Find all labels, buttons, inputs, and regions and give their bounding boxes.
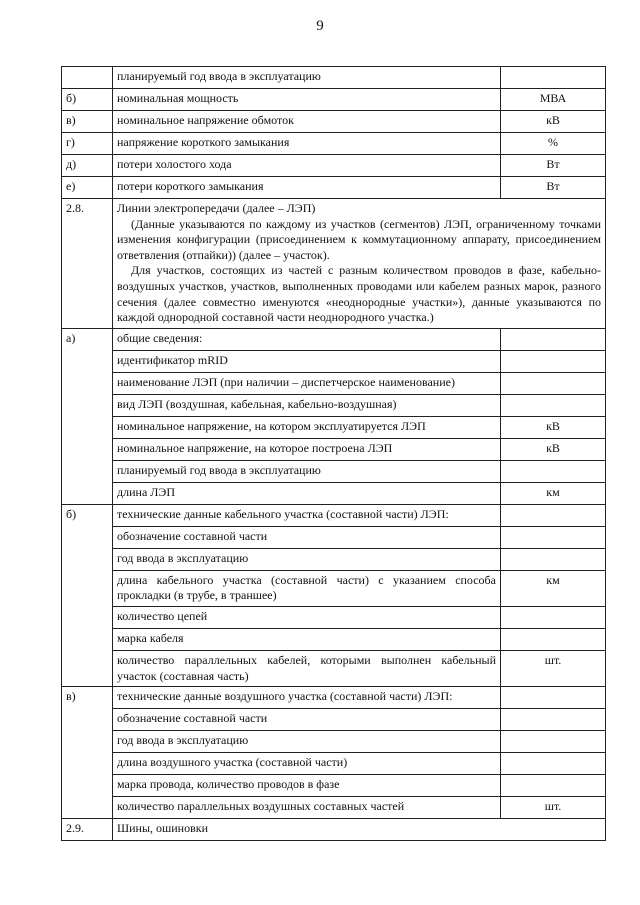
row-unit bbox=[501, 460, 606, 482]
row-text: обозначение составной части bbox=[113, 526, 501, 548]
row-unit bbox=[501, 775, 606, 797]
row-unit bbox=[501, 350, 606, 372]
row-text: длина кабельного участка (составной части) с указанием способа прокладки (в трубе, в траншее) bbox=[113, 570, 501, 606]
row-unit bbox=[501, 394, 606, 416]
table-row bbox=[62, 606, 606, 628]
section-description bbox=[113, 199, 606, 329]
row-text: номинальная мощность bbox=[113, 89, 501, 111]
group-number: в) bbox=[62, 687, 113, 819]
row-unit bbox=[501, 753, 606, 775]
table-row bbox=[62, 89, 606, 111]
row-text: количество цепей bbox=[113, 606, 501, 628]
row-unit: Вт bbox=[501, 155, 606, 177]
row-number: д) bbox=[62, 155, 113, 177]
row-unit bbox=[501, 67, 606, 89]
row-text: длина воздушного участка (составной части) bbox=[113, 753, 501, 775]
row-unit: МВА bbox=[501, 89, 606, 111]
row-text: потери короткого замыкания bbox=[113, 177, 501, 199]
row-text: наименование ЛЭП (при наличии – диспетчерское наименование) bbox=[113, 372, 501, 394]
table-row bbox=[62, 67, 606, 89]
row-text: год ввода в эксплуатацию bbox=[113, 731, 501, 753]
row-text: идентификатор mRID bbox=[113, 350, 501, 372]
row-text: потери холостого хода bbox=[113, 155, 501, 177]
table-row bbox=[62, 709, 606, 731]
row-number bbox=[62, 67, 113, 89]
table-row bbox=[62, 328, 606, 350]
table-row bbox=[62, 394, 606, 416]
section-row-2-8 bbox=[62, 199, 606, 329]
table-row bbox=[62, 416, 606, 438]
table-row bbox=[62, 797, 606, 819]
table-row bbox=[62, 650, 606, 686]
row-text: количество параллельных кабелей, которыми выполнен кабельный участок (составная часть) bbox=[113, 650, 501, 686]
row-text: технические данные кабельного участка (составной части) ЛЭП: bbox=[113, 504, 501, 526]
page-number: 9 bbox=[316, 18, 324, 34]
row-unit bbox=[501, 606, 606, 628]
table-row bbox=[62, 628, 606, 650]
row-number: е) bbox=[62, 177, 113, 199]
section-number: 2.8. bbox=[62, 199, 113, 329]
row-unit: км bbox=[501, 570, 606, 606]
row-unit: кВ bbox=[501, 111, 606, 133]
table-row bbox=[62, 482, 606, 504]
table-row bbox=[62, 133, 606, 155]
section-row-2-9 bbox=[62, 819, 606, 841]
row-unit bbox=[501, 328, 606, 350]
row-text: марка кабеля bbox=[113, 628, 501, 650]
row-unit: шт. bbox=[501, 650, 606, 686]
row-text: напряжение короткого замыкания bbox=[113, 133, 501, 155]
row-number: б) bbox=[62, 89, 113, 111]
table-row bbox=[62, 687, 606, 709]
table-row bbox=[62, 372, 606, 394]
table-row bbox=[62, 177, 606, 199]
section-note-1: (Данные указываются по каждому из участков (сегментов) ЛЭП, ограниченному точками изменения конфигурации (присоединением к коммутационному аппарату, присоединением ответвления (отпайки)) (далее – участок). bbox=[117, 216, 601, 262]
group-number: а) bbox=[62, 328, 113, 504]
row-text: длина ЛЭП bbox=[113, 482, 501, 504]
table-row bbox=[62, 438, 606, 460]
row-text: количество параллельных воздушных составных частей bbox=[113, 797, 501, 819]
table-row bbox=[62, 570, 606, 606]
row-text: технические данные воздушного участка (составной части) ЛЭП: bbox=[113, 687, 501, 709]
row-text: номинальное напряжение, на котором эксплуатируется ЛЭП bbox=[113, 416, 501, 438]
row-text: общие сведения: bbox=[113, 328, 501, 350]
data-table bbox=[61, 66, 606, 841]
section-title: Шины, ошиновки bbox=[113, 819, 606, 841]
row-unit bbox=[501, 504, 606, 526]
table-row bbox=[62, 526, 606, 548]
table-row bbox=[62, 753, 606, 775]
table-row bbox=[62, 111, 606, 133]
group-number: б) bbox=[62, 504, 113, 686]
table-row bbox=[62, 548, 606, 570]
row-unit bbox=[501, 687, 606, 709]
section-note-2: Для участков, состоящих из частей с разным количеством проводов в фазе, кабельно-воздушных участков, участков, выполненных проводами или кабелем разных марок, разного сечения (далее совместно именуются «неоднородные участки»), данные указываются по каждой однородной составной части неоднородного участка.) bbox=[117, 263, 601, 325]
row-unit: % bbox=[501, 133, 606, 155]
row-number: г) bbox=[62, 133, 113, 155]
table-row bbox=[62, 460, 606, 482]
row-unit: шт. bbox=[501, 797, 606, 819]
row-text: номинальное напряжение обмоток bbox=[113, 111, 501, 133]
row-unit bbox=[501, 548, 606, 570]
section-title: Линии электропередачи (далее – ЛЭП) bbox=[117, 201, 316, 215]
row-unit bbox=[501, 372, 606, 394]
row-text: планируемый год ввода в эксплуатацию bbox=[113, 67, 501, 89]
row-text: марка провода, количество проводов в фазе bbox=[113, 775, 501, 797]
table-row bbox=[62, 504, 606, 526]
table-row bbox=[62, 775, 606, 797]
row-text: номинальное напряжение, на которое построена ЛЭП bbox=[113, 438, 501, 460]
row-unit bbox=[501, 628, 606, 650]
row-number: в) bbox=[62, 111, 113, 133]
row-text: планируемый год ввода в эксплуатацию bbox=[113, 460, 501, 482]
table-row bbox=[62, 731, 606, 753]
row-unit: кВ bbox=[501, 438, 606, 460]
row-unit: Вт bbox=[501, 177, 606, 199]
section-number: 2.9. bbox=[62, 819, 113, 841]
row-text: обозначение составной части bbox=[113, 709, 501, 731]
row-unit bbox=[501, 731, 606, 753]
row-unit: кВ bbox=[501, 416, 606, 438]
table-row bbox=[62, 350, 606, 372]
row-unit: км bbox=[501, 482, 606, 504]
row-text: вид ЛЭП (воздушная, кабельная, кабельно-воздушная) bbox=[113, 394, 501, 416]
table-row bbox=[62, 155, 606, 177]
row-unit bbox=[501, 709, 606, 731]
row-text: год ввода в эксплуатацию bbox=[113, 548, 501, 570]
row-unit bbox=[501, 526, 606, 548]
